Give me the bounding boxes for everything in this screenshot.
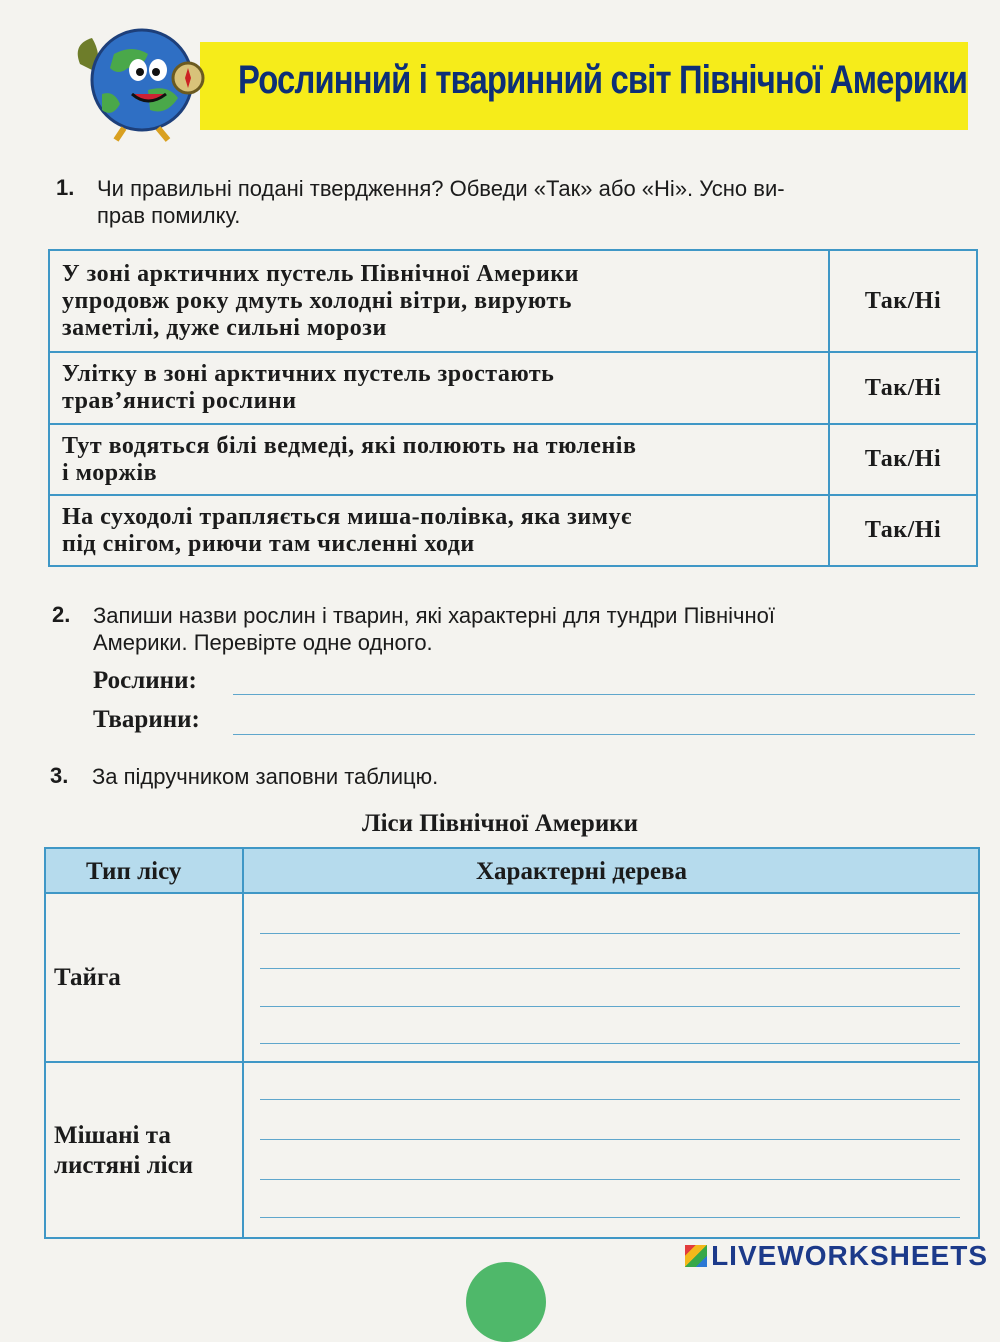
liveworksheets-icon — [685, 1245, 707, 1267]
statement-cell — [49, 352, 829, 424]
statement-line: упродовж року дмуть холодні вітри, вирують — [62, 287, 572, 314]
table-row — [49, 424, 977, 495]
row-label-mixed-forest-line2: листяні ліси — [54, 1152, 194, 1179]
answer-choice[interactable]: Так/Ні — [829, 495, 977, 566]
statement-line: і моржів — [62, 459, 158, 486]
watermark-logo — [685, 1240, 988, 1272]
mixed-forest-answer-line[interactable] — [260, 1139, 960, 1140]
table-row — [49, 352, 977, 424]
task2-instruction-line1: Запиши назви рослин і тварин, які характерні для тундри Північної — [93, 603, 775, 628]
globe-mascot-icon — [62, 24, 232, 142]
table-title: Ліси Північної Америки — [361, 810, 639, 837]
column-header-forest-type: Тип лісу — [86, 858, 182, 885]
animals-answer-line[interactable] — [233, 734, 975, 735]
row-label-mixed-forest-line1: Мішані та — [54, 1122, 171, 1149]
row-label-taiga: Тайга — [54, 964, 121, 991]
statement-cell — [49, 250, 829, 352]
task1-instruction-line1: Чи правильні подані твердження? Обведи «Так» або «Ні». Усно ви- — [97, 176, 785, 201]
answer-choice[interactable]: Так/Ні — [829, 250, 977, 352]
column-divider — [242, 849, 244, 1237]
task1-number: 1. — [56, 175, 75, 200]
statement-line: трав’янисті рослини — [62, 388, 297, 414]
forests-table — [44, 847, 980, 1239]
task3-instruction: За підручником заповни таблицю. — [92, 764, 439, 789]
table-row — [49, 250, 977, 352]
column-header-trees: Характерні дерева — [476, 858, 687, 885]
page-title: Рослинний і тваринний світ Північної Америки — [238, 58, 968, 102]
taiga-answer-line[interactable] — [260, 968, 960, 969]
answer-choice[interactable]: Так/Ні — [829, 352, 977, 424]
row-divider — [46, 1061, 978, 1063]
statement-line: Тут водяться білі ведмеді, які полюють на тюленів — [62, 432, 637, 459]
statement-cell — [49, 495, 829, 566]
page-number-circle — [466, 1262, 546, 1342]
statement-line: заметілі, дуже сильні морози — [62, 314, 387, 341]
statement-line: На суходолі трапляється миша-полівка, яка зимує — [62, 503, 632, 530]
statement-line: У зоні арктичних пустель Північної Америки — [62, 260, 579, 287]
mixed-forest-answer-line[interactable] — [260, 1099, 960, 1100]
mixed-forest-answer-line[interactable] — [260, 1179, 960, 1180]
taiga-answer-line[interactable] — [260, 1043, 960, 1044]
mixed-forest-answer-line[interactable] — [260, 1217, 960, 1218]
task1-instruction-line2: прав помилку. — [97, 203, 241, 228]
animals-label: Тварини: — [93, 706, 200, 733]
true-false-table — [48, 249, 978, 567]
task3-number: 3. — [50, 763, 69, 788]
watermark-text: LIVEWORKSHEETS — [711, 1240, 988, 1271]
statement-line: Улітку в зоні арктичних пустель зростають — [62, 361, 555, 387]
plants-label: Рослини: — [93, 667, 197, 694]
task2-number: 2. — [52, 602, 71, 627]
statement-cell — [49, 424, 829, 495]
taiga-answer-line[interactable] — [260, 1006, 960, 1007]
statement-line: під снігом, риючи там численні ходи — [62, 530, 475, 557]
table-row — [49, 495, 977, 566]
plants-answer-line[interactable] — [233, 694, 975, 695]
taiga-answer-line[interactable] — [260, 933, 960, 934]
answer-choice[interactable]: Так/Ні — [829, 424, 977, 495]
task2-instruction-line2: Америки. Перевірте одне одного. — [93, 630, 433, 655]
